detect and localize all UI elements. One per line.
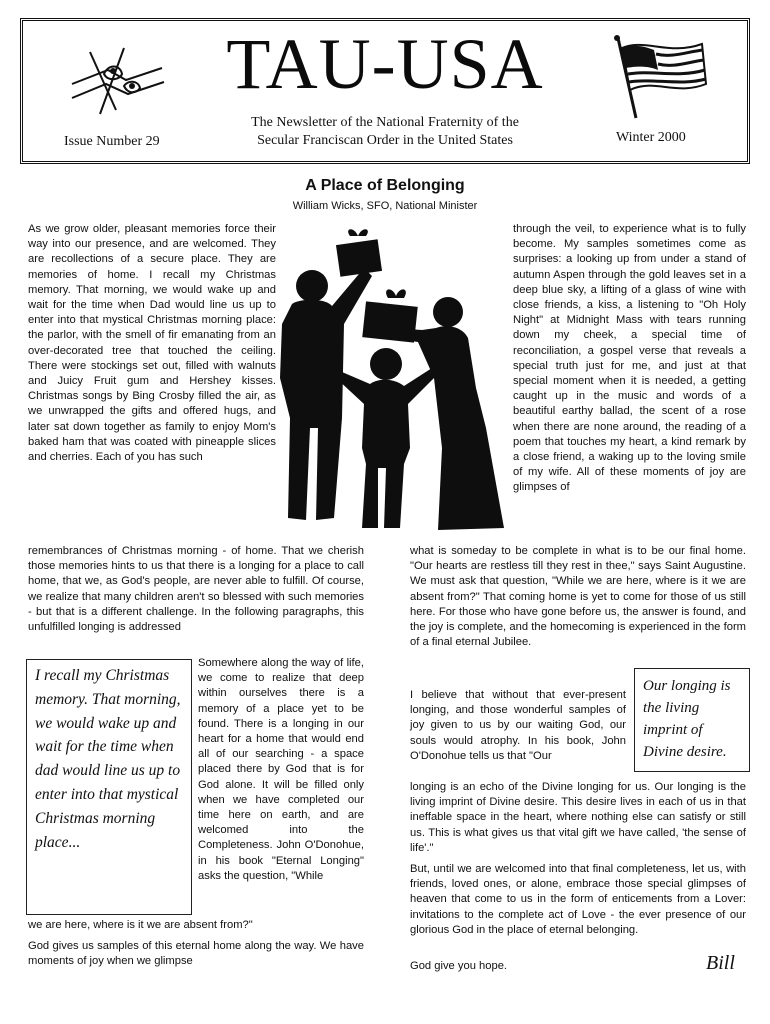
paragraph-longing-echo: longing is an echo of the Divine longing for us. Our longing is the living imprint of Divine desire. This desire lives in each of us in that ineffable space in the heart, where nothing else can satisfy or still us. This is what gives us that vital gift we have called, 'the sense of life'." [410,781,746,854]
article-right-continued [410,544,746,650]
masthead-subtitle-line2: Secular Franciscan Order in the United States [257,133,513,148]
paragraph-final-home: what is someday to be complete in what is to be our final home. "Our hearts are restless till they rest in thee," says Saint Augustine. We must ask that question, "While we are here, where is it we are absent from?" That coming home is yet to come for those of us still here. For those who have gone before us, the answer is found, and the joy is complete, and the homecoming is experienced in the form of a final eternal Jubilee. [410,545,746,649]
article-column-right-middle [410,688,626,764]
article-column-left-middle [198,656,364,884]
pullquote-right: Our longing is the living imprint of Divine desire. [634,668,750,772]
article-signoff: God give you hope. [410,960,508,972]
paragraph-until-welcomed: But, until we are welcomed into that final completeness, let us, with friends, loved ones, or alone, embrace those special glimpses of heaven that come to us in the form of enticements from a Lover: invitations to the complete act of Love - the ever presence of our glorious God in the place of eternal belonging. [410,863,746,936]
article-right-bottom [410,780,746,856]
article-byline: William Wicks, SFO, National Minister [292,200,478,212]
article-right-closing [410,862,746,938]
american-flag-icon [606,34,710,120]
paragraph-i-believe: I believe that without that ever-present longing, and those wonderful samples of joy given to us by our waiting God, our souls would atrophy. In his book, John O'Donohue tells us that "Our [410,689,626,762]
masthead-title: TAU-USA [226,24,544,104]
paragraph-through-the-veil: through the veil, to experience what is to fully become. My samples sometimes come as surprises: a looking up from under a stand of autumn Aspen through the gold leaves set in a deep blue sky, a lifting of a glass of wine with close friends, a kiss, a listening to "Oh Holy Night" at Midnight Mass with tears running down my cheek, a special time of reconciliation, a gospel verse that reveals a special truth just for me, and just at that special moment when it is needed, a getting caught up in the music and words of a beautiful earthy ballad, the scent of a rose when there are none around, the reading of a poem that touches my heart, a kind remark by a close friend, a waking up to the loving smile of my wife. All of these moments of joy are glimpses of [513,223,746,494]
paragraph-somewhere: Somewhere along the way of life, we come to realize that deep within ourselves there is a memory of a place yet to be found. There is a longing in our heart for a home that would end all of our searching - a space placed there by God that is for God alone. It will be filled only when we have completed our time here on earth, and are welcomed into the Completeness. John O'Donohue, in his book "Eternal Longing" asks the question, "While [198,657,364,882]
author-signature: Bill [706,952,735,974]
pullquote-left: I recall my Christmas memory. That morning, we would wake up and wait for the time when dad would line us up to enter into that mystical Christmas morning place... [26,659,192,915]
franciscan-crossed-arms-emblem [64,40,170,124]
article-title: A Place of Belonging [305,177,465,194]
paragraph-absent-from-line: we are here, where is it we are absent from?" [28,919,253,931]
masthead-subtitle [205,114,565,150]
article-left-continued [28,544,364,635]
family-gift-silhouette-illustration [272,228,510,538]
article-left-bottom [28,918,364,970]
issue-number: Issue Number 29 [64,134,160,149]
paragraph-remembrances: remembrances of Christmas morning - of home. That we cherish those memories hints to us that there is a longing for a place to call home, that we, as God's people, are never able to fulfill. Of course, we realize that many children aren't so blessed with such memories - but that is a different challenge. In the following paragraphs, this unfulfilled longing is addressed [28,545,364,634]
issue-season: Winter 2000 [616,130,686,145]
article-column-right-top [513,222,746,496]
paragraph-samples: God gives us samples of this eternal home along the way. We have moments of joy when we glimpse [28,940,364,968]
masthead-subtitle-line1: The Newsletter of the National Fraternity of the [251,115,519,130]
article-column-left-top [28,222,276,465]
paragraph-christmas-memory: As we grow older, pleasant memories force their way into our presence, and are welcomed. They are recollections of a secure place. They are memories of home. I recall my Christmas memory. That morning, we would wake up and wait for the time when Dad would line us up to enter into that mystical Christmas morning place: the parlor, with the smell of fir emanating from an over-decorated tree that touched the ceiling. There were stockings set out, filled with walnuts and Juicy Fruit gum and Hershey kisses. Christmas songs by Bing Crosby filled the air, as we unwrapped the gifts and offered hugs, and later sat down together as family to enjoy Mom's baked ham that was coated with pineapple slices and cherries. Each of you has such [28,223,276,464]
